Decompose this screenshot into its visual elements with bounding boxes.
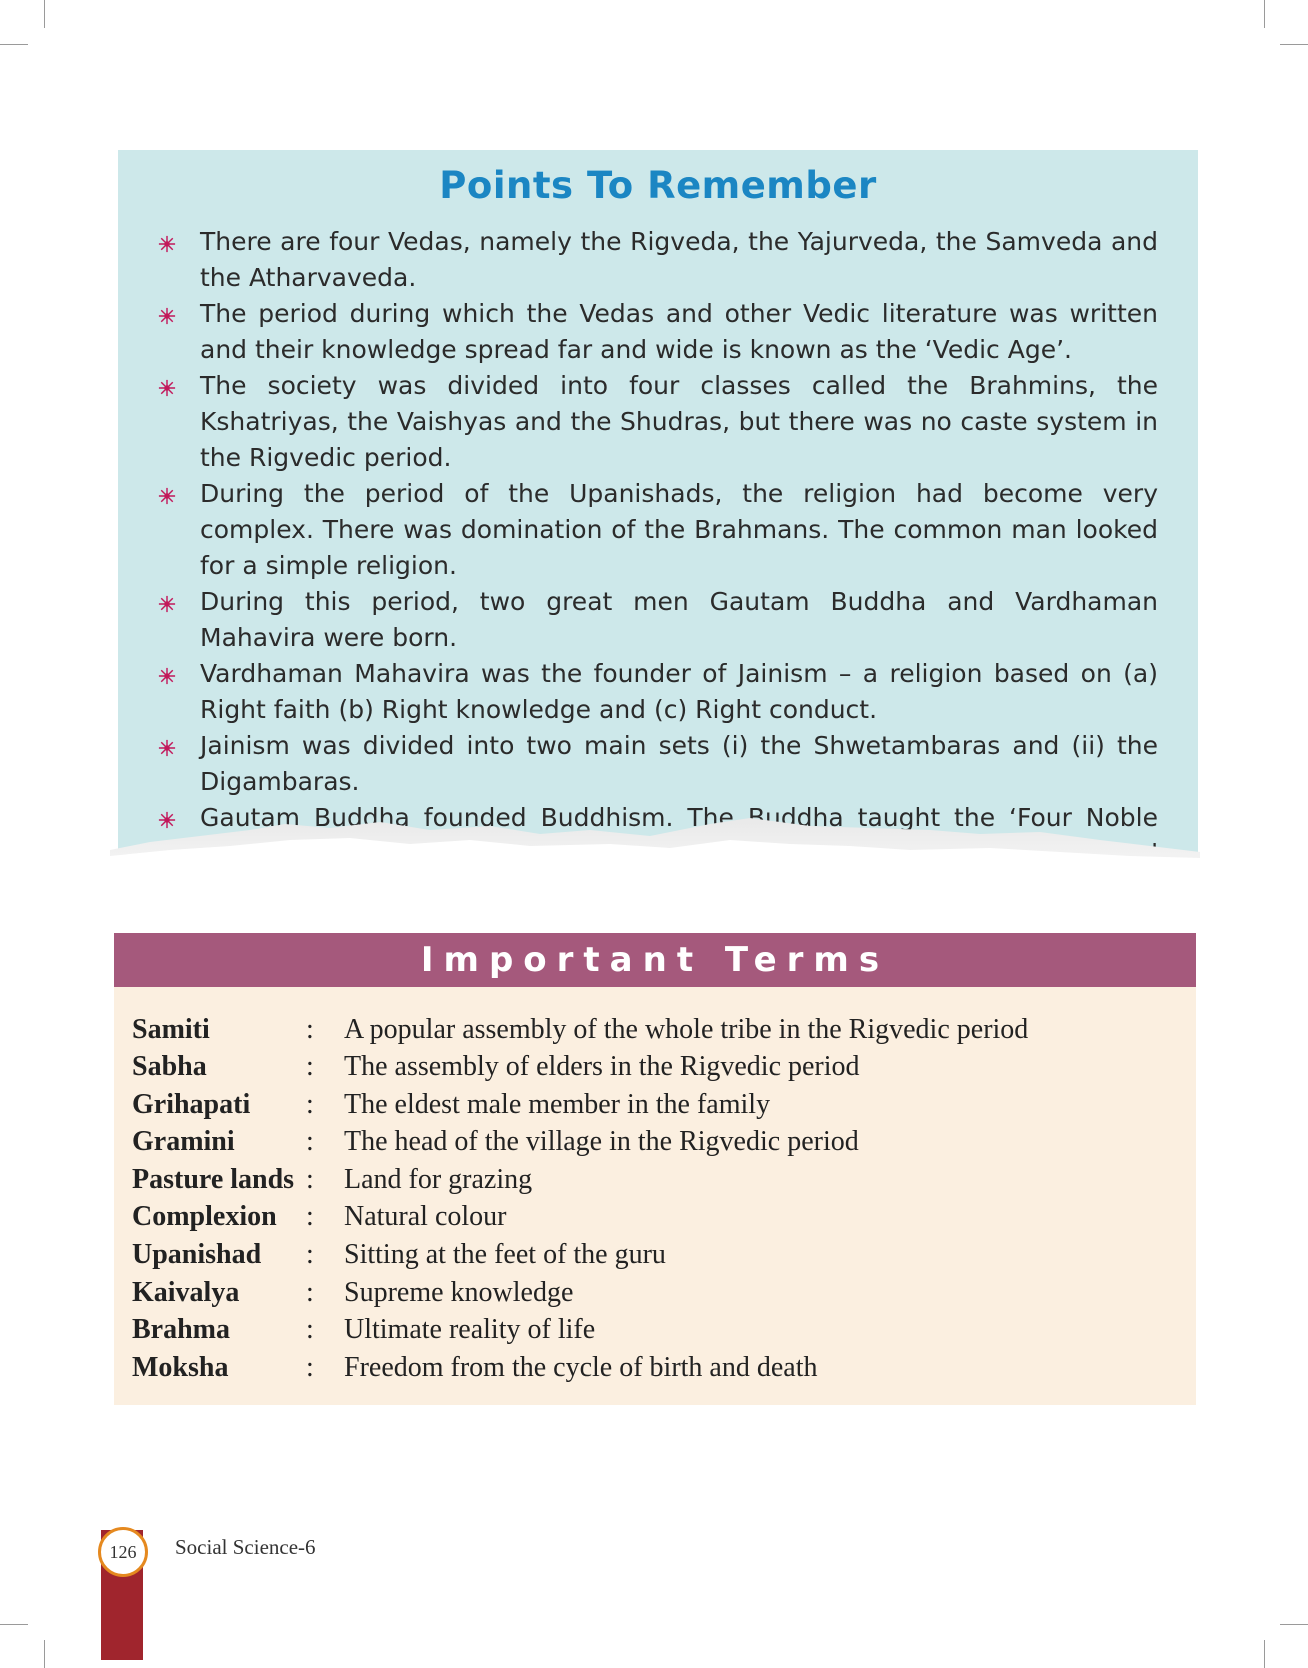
table-row bbox=[132, 1198, 1172, 1235]
crop-mark bbox=[1280, 1624, 1308, 1625]
list-item: During this period, two great men Gautam Buddha and Vardhaman Mahavira were born. bbox=[158, 584, 1158, 656]
table-row bbox=[132, 1236, 1172, 1273]
term-name: Complexion bbox=[132, 1201, 277, 1232]
term-name: Samiti bbox=[132, 1014, 210, 1045]
crop-mark bbox=[0, 44, 28, 45]
flower-bullet-icon bbox=[158, 307, 176, 325]
term-name: Sabha bbox=[132, 1051, 207, 1082]
term-definition: Land for grazing bbox=[344, 1164, 533, 1195]
table-row bbox=[132, 1349, 1172, 1386]
term-definition: Ultimate reality of life bbox=[344, 1314, 596, 1345]
term-name: Upanishad bbox=[132, 1239, 262, 1270]
list-item: Gautam Buddha founded Buddhism. The Buddha taught the ‘Four Noble bbox=[158, 800, 1158, 908]
important-terms-header: Important Terms bbox=[114, 933, 1196, 987]
list-item: During the period of the Upanishads, the religion had become very complex. There was domination of the Brahmans. The common man looked for a simple religion. bbox=[158, 476, 1158, 584]
table-row bbox=[132, 1274, 1172, 1311]
list-item: Jainism was divided into two main sets (i) the Shwetambaras and (ii) the Digambaras. bbox=[158, 728, 1158, 800]
term-definition: Supreme knowledge bbox=[344, 1277, 574, 1308]
flower-bullet-icon bbox=[158, 487, 176, 505]
table-row bbox=[132, 1123, 1172, 1160]
term-definition: The eldest male member in the family bbox=[344, 1089, 771, 1120]
term-name: Moksha bbox=[132, 1352, 229, 1383]
term-colon: : bbox=[306, 1164, 314, 1195]
term-definition: The assembly of elders in the Rigvedic period bbox=[344, 1051, 860, 1082]
term-colon: : bbox=[306, 1126, 314, 1157]
list-item: Vardhaman Mahavira was the founder of Jainism – a religion based on (a) Right faith (b) Right knowledge and (c) Right conduct. bbox=[158, 656, 1158, 728]
term-definition: Sitting at the feet of the guru bbox=[344, 1239, 666, 1270]
term-name: Grihapati bbox=[132, 1089, 251, 1120]
flower-bullet-icon bbox=[158, 235, 176, 253]
crop-mark bbox=[1264, 1640, 1265, 1668]
points-to-remember-box bbox=[118, 150, 1198, 890]
table-row bbox=[132, 1086, 1172, 1123]
important-terms-table bbox=[114, 987, 1196, 1405]
term-colon: : bbox=[306, 1352, 314, 1383]
term-colon: : bbox=[306, 1201, 314, 1232]
crop-mark bbox=[1264, 0, 1265, 28]
term-definition: A popular assembly of the whole tribe in the Rigvedic period bbox=[344, 1014, 1029, 1045]
term-name: Gramini bbox=[132, 1126, 235, 1157]
crop-mark bbox=[1280, 44, 1308, 45]
term-colon: : bbox=[306, 1239, 314, 1270]
term-definition: Freedom from the cycle of birth and death bbox=[344, 1352, 818, 1383]
points-title: Points To Remember bbox=[439, 164, 877, 207]
term-definition: The head of the village in the Rigvedic period bbox=[344, 1126, 859, 1157]
flower-bullet-icon bbox=[158, 379, 176, 397]
flower-bullet-icon bbox=[158, 595, 176, 613]
crop-mark bbox=[44, 1640, 45, 1668]
list-item: There are four Vedas, namely the Rigveda, the Yajurveda, the Samveda and the Atharvaveda. bbox=[158, 224, 1158, 296]
term-colon: : bbox=[306, 1277, 314, 1308]
term-colon: : bbox=[306, 1014, 314, 1045]
term-colon: : bbox=[306, 1314, 314, 1345]
term-name: Brahma bbox=[132, 1314, 230, 1345]
crop-mark bbox=[0, 1624, 28, 1625]
term-colon: : bbox=[306, 1051, 314, 1082]
torn-paper-edge bbox=[110, 800, 1200, 910]
term-name: Pasture lands bbox=[132, 1164, 295, 1195]
flower-bullet-icon bbox=[158, 667, 176, 685]
table-row bbox=[132, 1161, 1172, 1198]
page-number: 126 bbox=[98, 1527, 148, 1577]
list-item: The period during which the Vedas and other Vedic literature was written and their knowledge spread far and wide is known as the ‘Vedic Age’. bbox=[158, 296, 1158, 368]
list-item: The society was divided into four classes called the Brahmins, the Kshatriyas, the Vaishyas and the Shudras, but there was no caste system in the Rigvedic period. bbox=[158, 368, 1158, 476]
term-colon: : bbox=[306, 1089, 314, 1120]
table-row bbox=[132, 1048, 1172, 1085]
flower-bullet-icon bbox=[158, 739, 176, 757]
table-row bbox=[132, 1011, 1172, 1048]
book-title: Social Science-6 bbox=[175, 1535, 316, 1559]
crop-mark bbox=[44, 0, 45, 28]
term-name: Kaivalya bbox=[132, 1277, 240, 1308]
term-definition: Natural colour bbox=[344, 1201, 507, 1232]
table-row bbox=[132, 1311, 1172, 1348]
